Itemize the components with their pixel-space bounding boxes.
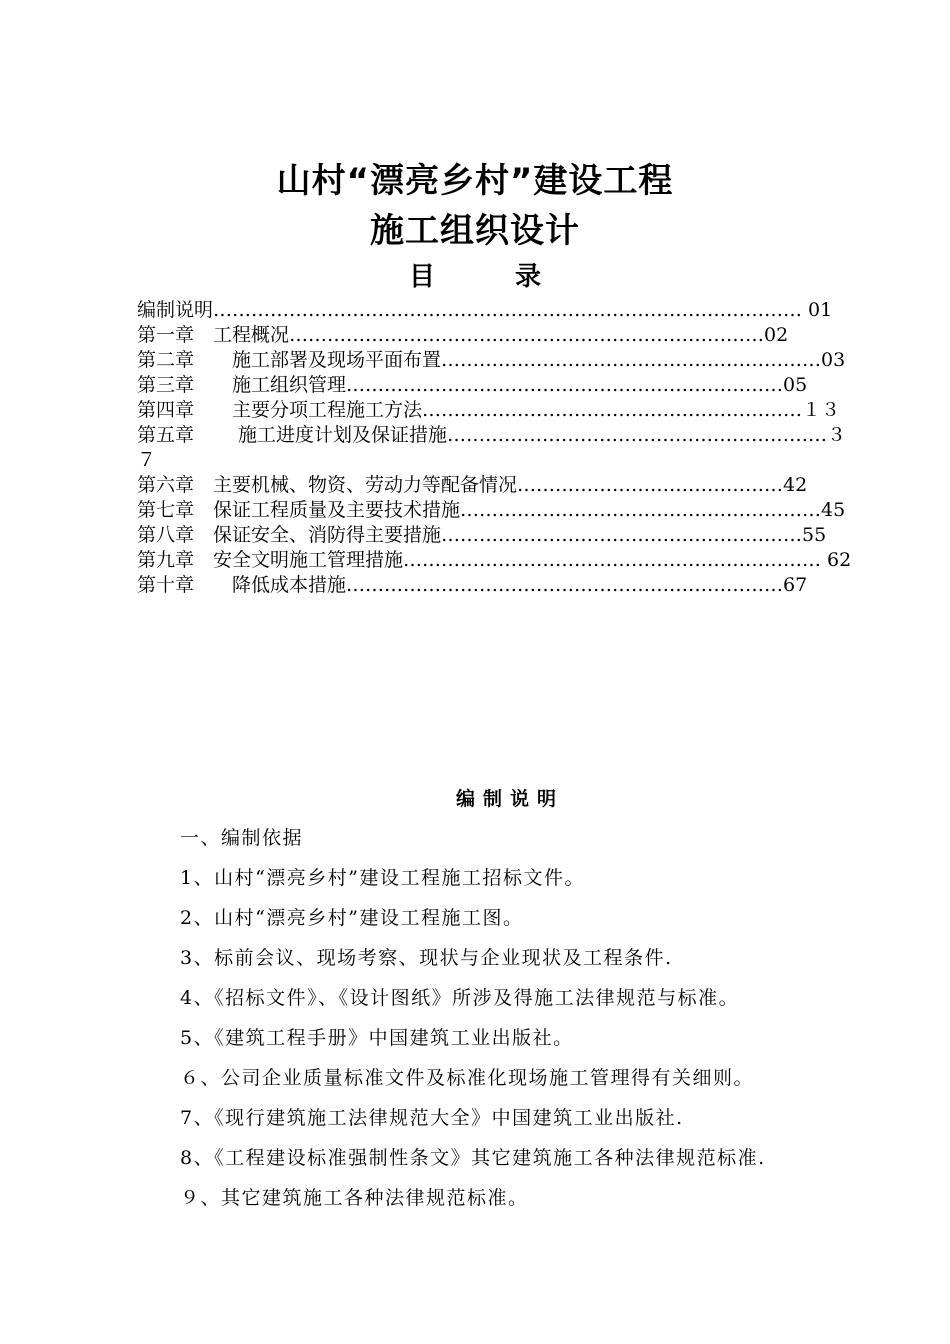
toc-entry-page: ３７ (137, 424, 847, 471)
toc-entry-dots: ………………………………………………………………………………… (213, 299, 803, 321)
toc-entry-dots: ………………………………………………… (460, 499, 822, 521)
toc-entry-dots: …………………………………………………… (447, 424, 828, 446)
toc-entry-label: 第十章 降低成本措施 (137, 574, 347, 596)
toc-entry-label: 第六章 主要机械、物资、劳动力等配备情况 (137, 474, 518, 496)
toc-entry-page: 55 (802, 524, 827, 546)
toc-entry-label: 第七章 保证工程质量及主要技术措施 (137, 499, 461, 521)
reference-item: 8、《工程建设标准强制性条文》其它建筑施工各种法律规范标准. (180, 1147, 766, 1169)
toc-entry-dots: …………………………………………………… (422, 399, 803, 421)
toc-entry-page: 67 (783, 574, 808, 596)
reference-item: ９、其它建筑施工各种法律规范标准。 (180, 1187, 529, 1209)
document-title-line-2: 施工组织设计 (370, 211, 580, 251)
toc-entry-page: 62 (821, 549, 852, 571)
toc-entry-label: 第八章 保证安全、消防得主要措施 (137, 524, 442, 546)
toc-entry-dots: …………………………………… (517, 474, 784, 496)
toc-entry-page: 03 (821, 349, 846, 371)
toc-entry-label: 第一章 工程概况 (137, 324, 290, 346)
toc-entry-dots: ………………………………………………………………… (289, 324, 765, 346)
toc-entry-page: 45 (821, 499, 846, 521)
toc-entry-dots: ………………………………………………… (441, 524, 803, 546)
toc-entry-page: 05 (783, 374, 808, 396)
toc-entry-dots: ………………………………………………………… (403, 549, 822, 571)
reference-item: 1、山村“漂亮乡村”建设工程施工招标文件。 (180, 867, 586, 889)
toc-entry-label: 第五章 施工进度计划及保证措施 (137, 424, 448, 446)
toc-entry-label: 第九章 安全文明施工管理措施 (137, 549, 404, 571)
toc-entry-page: 42 (783, 474, 808, 496)
toc-heading-left: 目 (408, 262, 435, 292)
toc-entry-page: １３ (802, 399, 841, 421)
toc-entry-label: 编制说明 (137, 299, 214, 321)
toc-heading-right: 录 (515, 262, 542, 292)
reference-item: 2、山村“漂亮乡村”建设工程施工图。 (180, 907, 524, 929)
reference-item: 5、《建筑工程手册》中国建筑工业出版社。 (180, 1027, 574, 1049)
toc-entry-dots: …………………………………………………… (441, 349, 822, 371)
toc-entry-dots: …………………………………………………………… (346, 574, 784, 596)
toc-entry-dots: …………………………………………………………… (346, 374, 784, 396)
document-title-line-1: 山村“漂亮乡村”建设工程 (276, 161, 674, 201)
toc-entry-page: 02 (764, 324, 789, 346)
reference-item: 7、《现行建筑施工法律规范大全》中国建筑工业出版社. (180, 1107, 684, 1129)
toc-entry-page: 01 (802, 299, 833, 321)
toc-entry-label: 第四章 主要分项工程施工方法 (137, 399, 423, 421)
reference-item: 4、《招标文件》、《设计图纸》所涉及得施工法律规范与标准。 (180, 987, 740, 1009)
toc-entry-label: 第三章 施工组织管理 (137, 374, 347, 396)
reference-item: ６、公司企业质量标准文件及标准化现场施工管理得有关细则。 (180, 1067, 755, 1089)
section-heading: 一、编制依据 (180, 827, 304, 849)
toc-entry-label: 第二章 施工部署及现场平面布置 (137, 349, 442, 371)
section-title: 编制说明 (455, 788, 564, 810)
reference-item: 3、标前会议、现场考察、现状与企业现状及工程条件. (180, 947, 673, 969)
